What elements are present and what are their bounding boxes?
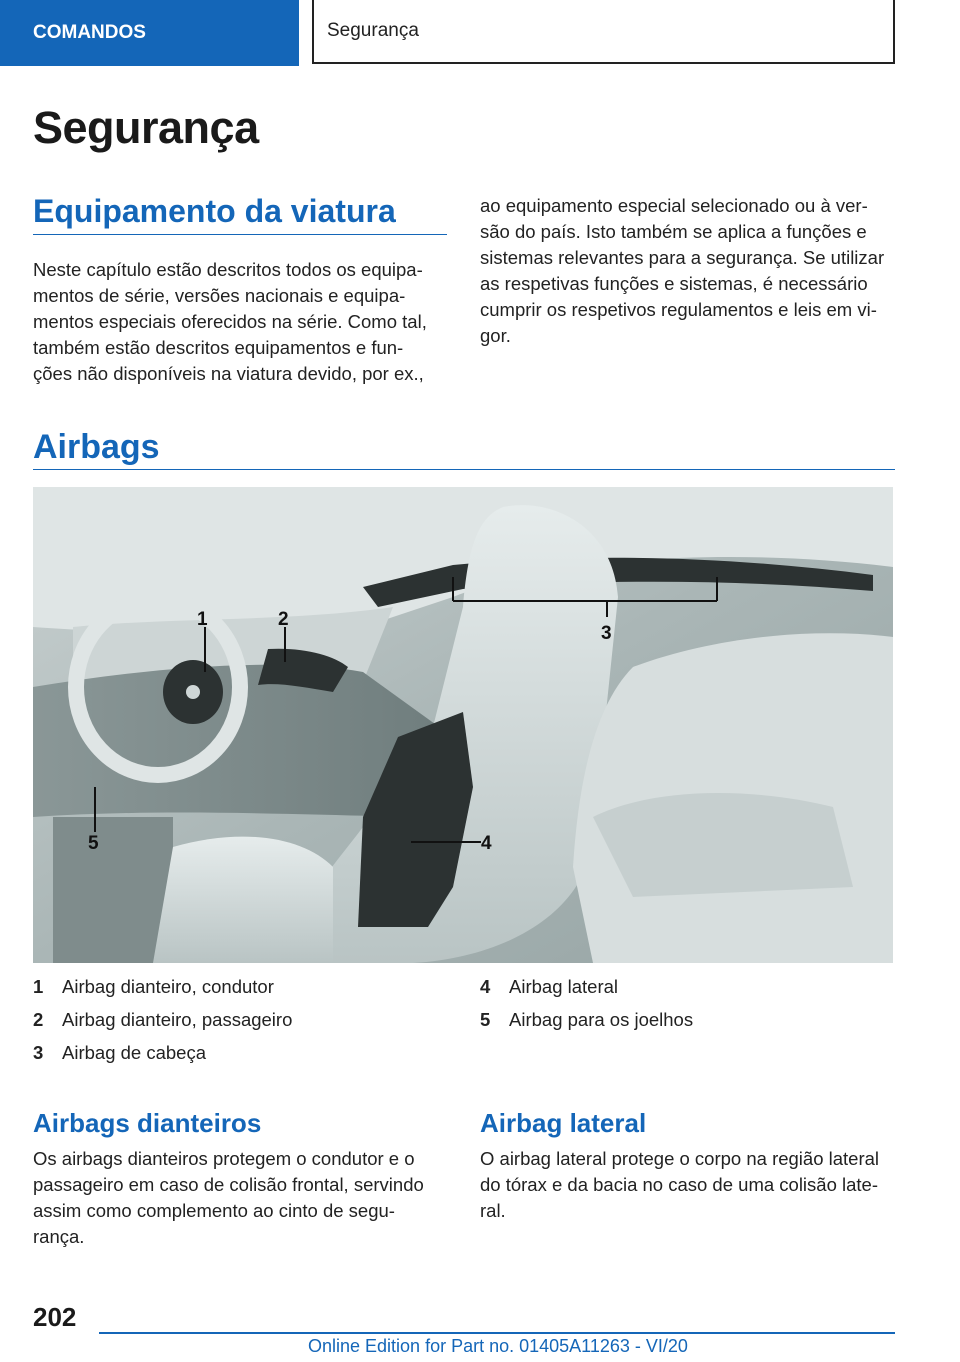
callout-3: 3 <box>601 623 612 644</box>
section-label: COMANDOS <box>33 22 146 43</box>
legend-item: 5 Airbag para os joelhos <box>480 1008 694 1030</box>
equipment-heading: Equipamento da viatura <box>33 193 396 229</box>
front-airbags-heading: Airbags dianteiros <box>33 1108 262 1138</box>
side-airbag-text: O airbag lateral protege o corpo na região lateral do tórax e da bacia no caso de uma colisão late- ral. <box>480 1148 880 1221</box>
legend-item: 3 Airbag de cabeça <box>33 1041 206 1063</box>
breadcrumb-label: Segurança <box>327 20 419 41</box>
section-tab[interactable] <box>0 0 299 66</box>
legend-item: 2 Airbag dianteiro, passageiro <box>33 1008 293 1030</box>
legend-left <box>33 970 292 1069</box>
legend-right <box>480 970 693 1036</box>
airbag-illustration <box>33 487 893 963</box>
callout-1: 1 <box>197 609 208 630</box>
callout-2: 2 <box>278 609 289 630</box>
heading-rule <box>33 234 447 235</box>
breadcrumb <box>312 0 895 64</box>
footer-rule <box>99 1332 895 1334</box>
callout-4: 4 <box>481 833 492 854</box>
equipment-text-col1: Neste capítulo estão descritos todos os equipa- mentos de série, versões nacionais e equipa- mentos especiais oferecidos na série. Como tal, também estão descritos equipamentos e fun- ções não disponíveis na viatura devido, por ex., <box>33 259 427 384</box>
side-airbag-heading: Airbag lateral <box>480 1108 647 1138</box>
footer-edition: Online Edition for Part no. 01405A11263 - VI/20 <box>308 1336 688 1356</box>
airbags-heading: Airbags <box>33 428 160 466</box>
heading-rule <box>33 469 895 470</box>
legend-item: 4 Airbag lateral <box>480 975 619 997</box>
page-title: Segurança <box>33 102 259 153</box>
equipment-text-col2: ao equipamento especial selecionado ou à ver- são do país. Isto também se aplica a funções e sistemas relevantes para a segurança. Se utilizar as respetivas funções e sistemas, é necessário cumprir os respetivos regulamentos e leis em vi- gor. <box>480 195 885 346</box>
callout-5: 5 <box>88 833 99 854</box>
front-airbags-text: Os airbags dianteiros protegem o condutor e o passageiro em caso de colisão frontal, servindo assim como complemento ao cinto de segu- rança. <box>33 1148 424 1247</box>
legend-item: 1 Airbag dianteiro, condutor <box>33 975 274 997</box>
page-number: 202 <box>33 1302 77 1332</box>
